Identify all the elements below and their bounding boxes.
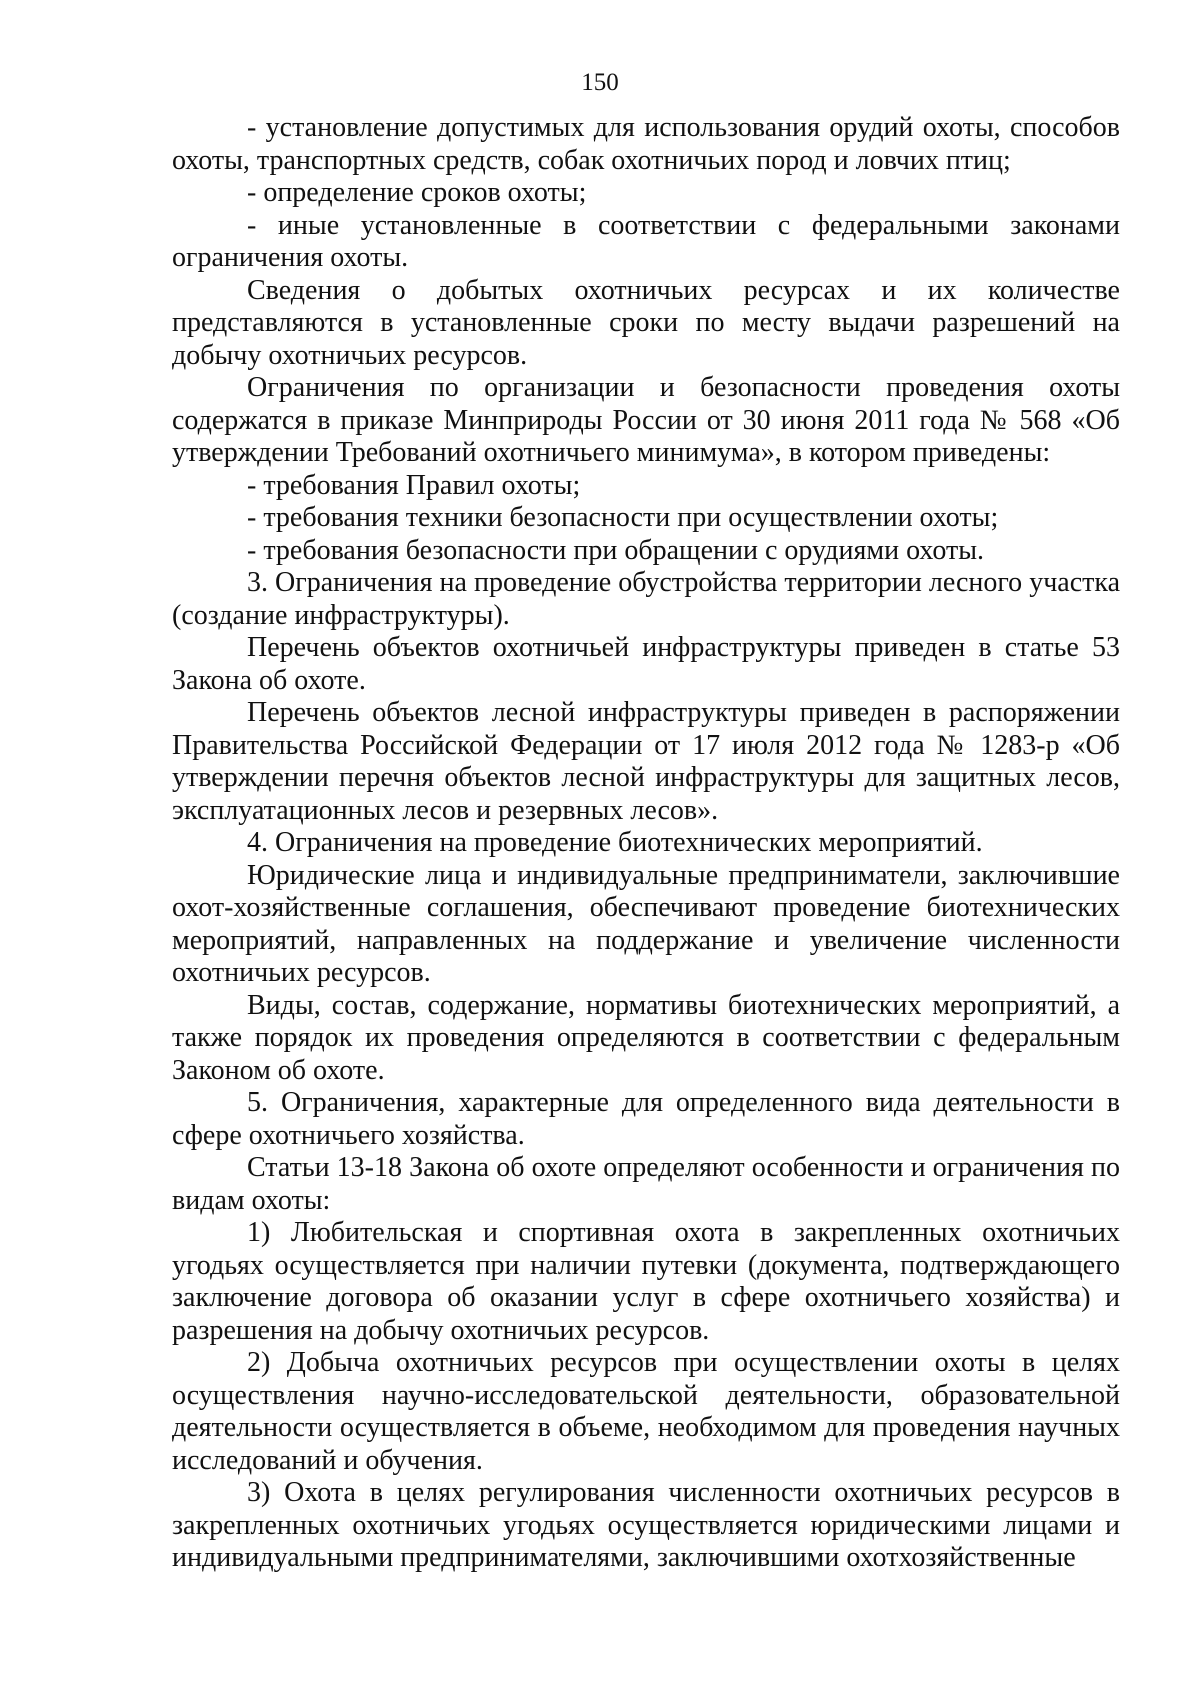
paragraph: - иные установленные в соответствии с федеральными законами ограничения охоты. <box>172 209 1120 273</box>
paragraph: 1) Любительская и спортивная охота в закрепленных охотничьих угодьях осуществляется при наличии путевки (документа, подтверждающего заключение договора об оказании услуг в сфере охотничьего хозяйства) и разрешения на добычу охотничьих ресурсов. <box>172 1217 1120 1346</box>
paragraph: - требования безопасности при обращении с орудиями охоты. <box>247 534 985 566</box>
document-body <box>172 112 1120 1575</box>
paragraph: Виды, состав, содержание, нормативы биотехнических мероприятий, а также порядок их проведения определяются в соответствии с федеральным Законом об охоте. <box>172 989 1120 1086</box>
paragraph: Перечень объектов охотничьей инфраструктуры приведен в статье 53 Закона об охоте. <box>172 632 1120 696</box>
paragraph: - требования Правил охоты; <box>247 469 581 501</box>
page-number: 150 <box>581 69 619 96</box>
paragraph: Сведения о добытых охотничьих ресурсах и их количестве представляются в установленные сроки по месту выдачи разрешений на добычу охотничьих ресурсов. <box>172 274 1120 371</box>
paragraph: - установление допустимых для использования орудий охоты, способов охоты, транспортных средств, собак охотничьих пород и ловчих птиц; <box>172 112 1120 176</box>
paragraph: 5. Ограничения, характерные для определенного вида деятельности в сфере охотничьего хозяйства. <box>172 1087 1120 1151</box>
paragraph: 4. Ограничения на проведение биотехнических мероприятий. <box>247 827 983 858</box>
paragraph: Статьи 13-18 Закона об охоте определяют особенности и ограничения по видам охоты: <box>172 1152 1120 1216</box>
paragraph: - требования техники безопасности при осуществлении охоты; <box>247 502 999 533</box>
paragraph: - определение сроков охоты; <box>247 177 587 208</box>
paragraph: Ограничения по организации и безопасности проведения охоты содержатся в приказе Минприроды России от 30 июня 2011 года № 568 «Об утверждении Требований охотничьего минимума», в котором приведены: <box>172 372 1120 468</box>
paragraph: Перечень объектов лесной инфраструктуры приведен в распоряжении Правительства Российской Федерации от 17 июля 2012 года № 1283-р «Об утверждении перечня объектов лесной инфраструктуры для защитных лесов, эксплуатационных лесов и резервных лесов». <box>172 697 1120 826</box>
paragraph: Юридические лица и индивидуальные предприниматели, заключившие охот-хозяйственные соглашения, обеспечивают проведение биотехнических мероприятий, направленных на поддержание и увеличение численности охотничьих ресурсов. <box>172 859 1120 988</box>
paragraph: 2) Добыча охотничьих ресурсов при осуществлении охоты в целях осуществления научно-исследовательской деятельности, образовательной деятельности осуществляется в объеме, необходимом для проведения научных исследований и обучения. <box>172 1347 1120 1476</box>
paragraph: 3. Ограничения на проведение обустройства территории лесного участка (создание инфраструктуры). <box>172 567 1120 631</box>
paragraph: 3) Охота в целях регулирования численности охотничьих ресурсов в закрепленных охотничьих угодьях осуществляется юридическими лицами и индивидуальными предпринимателями, заключившими охотхозяйственные <box>172 1477 1120 1573</box>
